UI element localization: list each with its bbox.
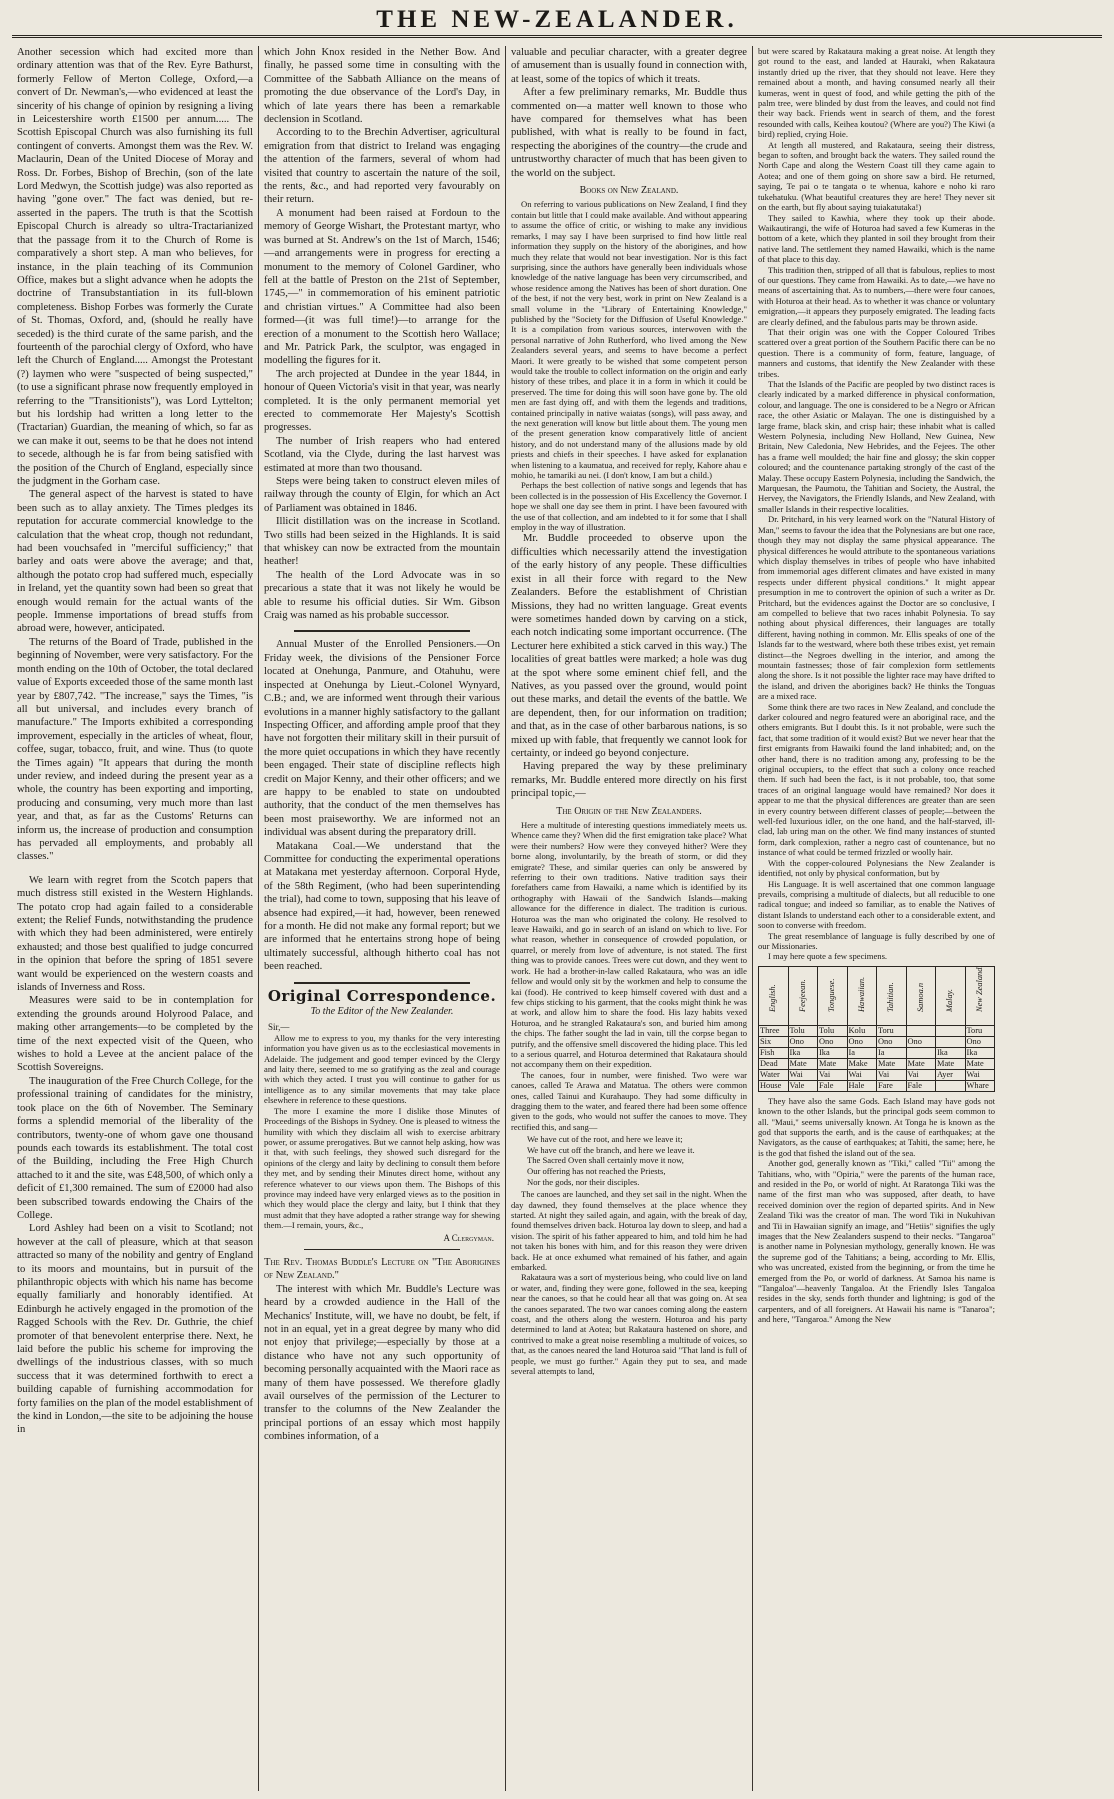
correspondence-editor-line: To the Editor of the New Zealander. bbox=[310, 1006, 454, 1018]
table-cell: Wai bbox=[965, 1069, 995, 1080]
table-header bbox=[965, 966, 995, 1025]
quoted-paragraph: Here a multitude of interesting questions immediately meets us. Whence came they? When did the first emigration take place? What were their numbers? How were they conveyed hither? Were they borne along, involuntarily, by the breath of storm, or did they emigrate? These, and similar queries can only be answered by referring to their own traditions. Native tradition says their forefathers came from Hawaiki, a name which is identified by its orthography with Hawaii of the Sandwich Islands—making allowance for the difference in dialect. The tradition is curious. Hoturoa was the man who originated the colony. He resolved to leave Hawaiki, and go in search of an island on which to live. For what reason, whether in consequence of crowded population, or quarrel, or merely from love of adventure, is not stated. The first thing was to provide canoes. Trees were cut down, and they went to work. He had a brother-in-law called Rakataura, who was an idle fellow and would only sit by the workmen and help to consume the kai (food). He contrived to keep himself covered with dust and a few chips sticking to his garment, that the cooks might think he was at work, and allow him to share the food. His lazy habits vexed Hoturoa, and he strangled Rakataura's son, and buried him among the chips. The father sought the lad in vain, till the corpse began to putrify, and the offensive smell discovered the hiding place. This led to a serious quarrel, and Hoturoa determined that Rakataura should not accompany them on their expedition. bbox=[511, 820, 747, 1070]
correspondence-heading: Original Correspondence. bbox=[267, 986, 497, 1005]
salutation: Sir,— bbox=[268, 1022, 290, 1033]
table-cell: Whare bbox=[965, 1080, 995, 1091]
paragraph: Another secession which had excited more than ordinary attention was that of the Rev. Eyre Bathurst, formerly Fellow of Merton College, Oxford,—a convert of Dr. Newman's,—who evidenced at least the sincerity of his change of opinion by resigning a living in Leicestershire worth £1500 per annum..... The Scottish Episcopal Church was also furnishing its full contingent of converts. Amongst them was the Rev. W. Maclaurin, Dean of the United Diocese of Moray and Ross. Dr. Forbes, Bishop of Brechin, (son of the late Lord Medwyn, the Scottish judge) was also reported as having "gone over." The fact was denied, but re-asserted in the papers. The truth is that the Scottish Episcopal Church is already so ultra-Tractarianized that the passage from it to the Church of Rome is comparatively a short step. A man who believes, for instance, in the plain teaching of its Communion Office, makes but a slight advance when he adopts the doctrine of Transubstantiation in its full-blown completeness. Bishop Forbes was formerly the Curate of St. Thomas, Oxford, and, (should he really have seceded) is the third curate of the same parish, and the fourteenth of the parochial clergy of Oxford, who have left the Church of England..... Amongst the Protestant (?) laymen who were "suspected of being suspected," (to use a significant phrase now frequently employed in referring to the "Transitionists"), was Lord Lyttelton; but his lordship had written a long letter to the (Tractarian) Guardian, the meaning of which, so far as we can make it out, seems to be that he does not intend to secede, although he is far from being satisfied with the position of the Church of England, especially since the judgment in the Gorham case. bbox=[17, 47, 253, 487]
table-cell: Mate bbox=[965, 1058, 995, 1069]
quoted-paragraph: Another god, generally known as "Tiki," called "Tii" among the Tahitians, who, with "Opiria," were the parents of the human race, and resided in the Po, or world of night. At Raratonga Tiki was the name of the first man who was supposed, after death, to have received dominion over the region of departed spirits. And in New Zealand Tiki was the creator of man. The word Tiki in Nukuhivan and Tii in Hawaiian signify an image, and "Hetiis" signifies the ugly images that the New Zealanders suspend to their necks. "Tangaroa" is another name in Polynesian mythology, generally known. He was the supreme god of the Tahitians; a being, according to Mr. Ellis, who was uncreated, existed from the beginning, or from the time he emerged from the Po, or world of darkness. At Samoa his name is "Tangaloa"—heavenly Tangaloa. At the Friendly Isles Tangaloa resides in the sky, sends forth thunder and lightning; is god of the carpenters, and of all foreigners. At Hawaii his name is "Tanaroa"; and here, "Tangaroa." Among the New bbox=[758, 1158, 995, 1325]
table-cell bbox=[936, 1036, 966, 1047]
quoted-paragraph: They sailed to Kawhia, where they took up their abode. Waikautirangi, the wife of Hoturoa had saved a few Kumeras in the bottom of a kete, which they planted in soil they brought from their native land. The settlement they named Hawaiki, which is the name of that place to this day. bbox=[758, 212, 995, 265]
table-cell: Ono bbox=[965, 1036, 995, 1047]
quoted-paragraph: That their origin was one with the Copper Coloured Tribes scattered over a great portion of the Southern Pacific there can be no question. There is a community of form, feature, language, of manners and customs, that identify the New Zealander with these tribes. bbox=[758, 326, 995, 379]
paragraph: A monument had been raised at Fordoun to the memory of George Wishart, the Protestant martyr, who was burned at St. Andrew's on the 1st of March, 1546;—and arrangements were in progress for erecting a monument to the memory of Colonel Gardiner, who fell at the battle of Preston on the 21st of September, 1745,—" in commemoration of his eminent patriotic and christian virtues." A Committee had also been formed—(it was full time!)—to arrange for the erection of a monument to the Scottish hero Wallace; and Mr. Patrick Park, the sculptor, was engaged in modelling the figures for it. bbox=[264, 207, 500, 367]
verse-line: Nor the gods, nor their disciples. bbox=[527, 1176, 640, 1187]
paragraph: Mr. Buddle proceeded to observe upon the difficulties which necessarily attend the investigation of the early history of any people. These difficulties exist in all their force with regard to the New Zealanders. Before the establishment of Christian Missions, they had no written language. Great events were sometimes handed down by carving on a stick, each notch indicating some important occurrence. (The Lecturer here exhibited a stick carved in this way.) The localities of great battles were marked; a hole was dug at the spot where some eminent chief fell, and the Natives, as you passed over the ground, would point out these marks, and detail the events of the battle. We are dependent, then, for our information on tradition; and that, as in the case of other barbarous nations, is so mixed up with fable, that frequently we cannot look for certainty, or indeed go beyond conjecture. bbox=[511, 533, 747, 759]
table-cell: House bbox=[759, 1080, 789, 1091]
table-header-label: Tahitian. bbox=[886, 982, 896, 1012]
origin-subheading: The Origin of the New Zealanders. bbox=[556, 805, 702, 817]
table-cell: Mate bbox=[788, 1058, 818, 1069]
table-cell bbox=[906, 1025, 936, 1036]
table-cell: Ika bbox=[965, 1047, 995, 1058]
verse-line: We have cut of the root, and here we leave it; bbox=[527, 1134, 683, 1145]
table-row bbox=[759, 1025, 995, 1036]
paragraph: The returns of the Board of Trade, published in the beginning of November, were very satisfactory. For the month ending on the 10th of October, the total declared value of Exports exceeded those of the same month last year by £807,742. "The increase," says the Times, "is all but universal, and includes every branch of manufacture." The Imports exhibited a corresponding improvement, especially in the articles of wheat, flour, coffee, sugar, tobacco, fruit, and wine. Thus (to quote the Times again) "It appears that during the month under review, and indeed during the present year as a whole, the country has been exporting and importing, producing and consuming, very much more than last year, and that, as far as the Customs' Returns can inform us, the increase of production and consumption has pervaded all employments, and probably all classes." bbox=[17, 636, 253, 863]
paragraph-pensioners: Annual Muster of the Enrolled Pensioners.—On Friday week, the divisions of the Pensioner Force located at Onehunga, Panmure, and Otahuhu, were inspected at Onehunga by Lieut.-Colonel Wynyard, C.B.; and, we are informed went through their various evolutions in a manner highly satisfactory to the gallant Inspecting Officer, and affording ample proof that they have not forgotten their military skill in their pursuit of the more quiet occupations in which they have recently been engaged. Their state of discipline reflects high credit on Major Kenny, and their other officers; and we are happy to be enabled to state on undoubted authority, that the conduct of the men themselves has been most praiseworthy. We are informed not an individual was absent during the preparatory drill. bbox=[264, 639, 500, 839]
table-header bbox=[877, 966, 907, 1025]
section-rule bbox=[294, 630, 470, 632]
quoted-paragraph: The great resemblance of language is fully described by one of our Missionaries. bbox=[758, 930, 995, 951]
table-cell: Mate bbox=[877, 1058, 907, 1069]
letter-paragraph: Allow me to express to you, my thanks for the very interesting information you have given us as to the ecclesiastical movements in Adelaide. The judgement and good temper evinced by the Clergy and laity there, seemed to me so gratifying as the zeal and courage with which they acted. I trust you will continue to gather for us intelligence as to any similar movements that may take place elsewhere in reference to these questions. bbox=[264, 1032, 500, 1106]
table-header bbox=[759, 966, 789, 1025]
table-header-label: English. bbox=[768, 984, 778, 1012]
quoted-paragraph: Rakataura was a sort of mysterious being, who could live on land or water, and, finding they were gone, followed in the sea, keeping near the canoes, so that he could hear all that was going on. At sea the canoes separated. The two war canoes coming along the eastern coast, and the others along the western. Hoturoa and his party determined to land at Aotea; but Rakataura hastened on shore, and contrived to make a great noise resembling a multitude of voices, so that, as the canoes neared the land Hoturoa said "That land is full of people, we must go further." Again they put to sea, and made several attempts to land, bbox=[511, 1272, 747, 1377]
paragraph: Measures were said to be in contemplation for extending the grounds around Holyrood Palace, and making other arrangements—to be completed by the time of the next expected visit of the Queen, who wishes to hold a Levee at the ancient palace of the Scottish Sovereigns. bbox=[17, 995, 253, 1074]
table-header-label: Tonguese. bbox=[827, 978, 837, 1012]
table-cell: Vale bbox=[788, 1080, 818, 1091]
column-4 bbox=[753, 46, 1000, 1791]
paragraph: valuable and peculiar character, with a greater degree of amusement than is usually found in connection with, at least, some of the topics of which it treats. bbox=[511, 47, 747, 85]
table-cell: Ika bbox=[788, 1047, 818, 1058]
paragraph: The health of the Lord Advocate was in so precarious a state that it was not likely he would be able to resume his official duties. Sir Wm. Gibson Craig was named as his probable successor. bbox=[264, 569, 500, 622]
table-cell: Toru bbox=[965, 1025, 995, 1036]
table-cell: Kolu bbox=[847, 1025, 877, 1036]
letter-paragraph: The more I examine the more I dislike those Minutes of Proceedings of the Bishops in Sydney. One is pleased to witness the humility with which they disclaim all wish to exercise arbitrary power, or assume prerogatives. But we cannot help asking, how was it that, with such feelings, they showed such disregard for the opinions of the clergy and laity by declining to consult them before they met, and by sending their Minutes direct home, without any reference whatever to our views upon them. The Bishops of this province may indeed have very enlarged views as to the position in which they would place the clergy and laity, but I think that they must admit that they have adopted a rather strange way for shewing them.—I remain, yours, &c., bbox=[264, 1105, 500, 1231]
quoted-paragraph: The canoes, four in number, were finished. Two were war canoes, called Te Arawa and Matatua. The others were common ones, called Tainui and Kurahaupo. They had some difficulty in dragging them to the water, and feared there had been some offence given to the gods, who would not suffer the canoes to move. They rectified this, and sang— bbox=[511, 1069, 747, 1132]
table-cell: Ia bbox=[877, 1047, 907, 1058]
section-rule bbox=[294, 982, 470, 984]
paragraph: We learn with regret from the Scotch papers that much distress still existed in the Western Highlands. The potato crop had again failed to a considerable extent; the Relief Funds, notwithstanding the prudence with which they had been administered, were entirely exhausted; and those best qualified to judge concurred in the opinion that before the spring of 1851 severe want would be experienced on the western coasts and islands of Inverness and Ross. bbox=[17, 874, 253, 994]
quoted-paragraph: They have also the same Gods. Each Island may have gods not known to the other Islands, but the principal gods seem common to all. "Maui," seems universally known. At Tonga he is known as the god that supports the earth, and is the cause of earthquakes; at the Navigators, as the cause of earthquakes; at Tahiti, the same; here, he is the god that fished the island out of the sea. bbox=[758, 1095, 995, 1158]
table-header-label: Hawaiian. bbox=[856, 976, 866, 1012]
quoted-paragraph: Some think there are two races in New Zealand, and conclude the darker coloured and negro featured were an aboriginal race, and the others emigrants. But I doubt this. Is it not probable, were such the fact, that some tradition of it would exist? But we never hear that the first emigrants from Hawaiki found the land inhabited; and, on the other hand, there is no tradition among any, professing to be the original occupiers, to the effect that such a colony once reached them. If such had been the fact, is it not probable, too, that some traces of an original language would have remained? Nor does it appear to me that the physical differences are greater than are seen in every country between different classes of people;—between the well-fed luxurious idler, on the one hand, and the half-starved, ill-clad, lab uring man on the other. We find many instances of stunted form, dark complexion, rather a negro cast of countenance, but no instance of what could be termed frizzled or woolly hair. bbox=[758, 701, 995, 858]
table-cell bbox=[936, 1025, 966, 1036]
verse-line: Our offering has not reached the Priests, bbox=[527, 1165, 666, 1176]
table-cell: Make bbox=[847, 1058, 877, 1069]
table-cell: Wai bbox=[788, 1069, 818, 1080]
table-header-label: Malay. bbox=[945, 988, 955, 1012]
table-header-label: Feejeean. bbox=[797, 978, 807, 1012]
table-cell: Tolu bbox=[818, 1025, 848, 1036]
columns bbox=[12, 46, 1102, 1791]
column-1 bbox=[12, 46, 259, 1791]
table-cell: Water bbox=[759, 1069, 789, 1080]
table-row bbox=[759, 1058, 995, 1069]
section-rule bbox=[304, 1249, 460, 1250]
quoted-paragraph: With the copper-coloured Polynesians the New Zealander is identified, not only by physical conformation, but by bbox=[758, 857, 995, 879]
table-cell: Three bbox=[759, 1025, 789, 1036]
table-cell: Ono bbox=[788, 1036, 818, 1047]
table-cell: Tolu bbox=[788, 1025, 818, 1036]
books-subheading: Books on New Zealand. bbox=[579, 185, 679, 197]
quoted-paragraph: That the Islands of the Pacific are peopled by two distinct races is clearly indicated by a marked difference in physical conformation, colour, and language. The one is considered to be a Negro or African race, the other Asiatic or Malayan. The one is distinguished by a large frame, black skin, and crisp hair; these inhabit what is called Western Polynesia, including New Holland, New Guinea, New Britain, New Caledonia, New Hebrides, and the Fejees. The other has a frame well moulded; the hair fine and glossy; the skin copper coloured; and the countenance partaking strongly of the cast of the Malay. These occupy Eastern Polynesia, including the Sandwich, the Marquesan, the Paumotu, the Tahitian and Society, the Austral, the Hervey, the Navigators, the Friendly Islands, and New Zealand, with smaller Islands in their respective localities. bbox=[758, 379, 995, 514]
table-cell bbox=[936, 1080, 966, 1091]
table-cell: Ia bbox=[847, 1047, 877, 1058]
table-header-label: New Zealand. bbox=[974, 965, 984, 1012]
table-row bbox=[759, 1036, 995, 1047]
quoted-paragraph: At length all mustered, and Rakataura, seeing their distress, began to soften, and brought back the waters. They sailed round the North Cape and along the Western Coast till they came again to Aotea; and one of them going on shore saw a bird. He returned, saying, Te pai o te tangata o te whenua, kahore e noho ki raro tukehatuku. (What beautiful creatures they are here! They never sit on the earth, but fly about saying tuiakatutaka!) bbox=[758, 139, 995, 213]
quoted-paragraph: This tradition then, stripped of all that is fabulous, replies to most of our questions. They came from Hawaiki. As to date,—we have no means of ascertaining that. As to numbers,—there were four canoes, with Hoturoa at their head. As to whether it was chance or voluntary emigration,—it appears they purposely emigrated. The leading facts are clearly defined, and the fabulous parts may be thrown aside. bbox=[758, 264, 995, 327]
quoted-paragraph: but were scared by Rakataura making a great noise. At length they got round to the east, and landed at Hauraki, when Rakataura instantly dried up the river, that they should not leave. Here they remained about a month, and having consumed nearly all their kumeras, went in quest of food, and while getting the pith of the palm tree, were blinded by dust from the leaves, and could not find their way back. Friends went in search of them, and the forest resounded with calls, Keihea koutou? (Where are you?) The Kiwi (a bird) replied, crying Hoie. bbox=[758, 46, 995, 140]
table-cell: Ono bbox=[847, 1036, 877, 1047]
table-cell: Ono bbox=[906, 1036, 936, 1047]
paragraph: The arch projected at Dundee in the year 1844, in honour of Queen Victoria's visit in that year, was nearly completed. It is the only permanent memorial yet erected to commemorate Her Majesty's Scottish progresses. bbox=[264, 368, 501, 434]
table-cell: Fare bbox=[877, 1080, 907, 1091]
paragraph: Illicit distillation was on the increase in Scotland. Two stills had been seized in the Highlands. It is said that whiskey can now be extracted from the mountain heather! bbox=[264, 516, 500, 568]
table-cell bbox=[906, 1047, 936, 1058]
table-cell: Ono bbox=[877, 1036, 907, 1047]
quoted-paragraph: The canoes are launched, and they set sail in the night. When the day dawned, they found themselves at the place whence they started. At night they sailed again, and again, with the break of day, found themselves driven back. Hoturoa lay down to sleep, and had a vision. The spirit of his father appeared to him, and told him he had not taken his bones with him, and for this reason they were driven back. He at once exhumed what remained of his father, and again embarked. bbox=[511, 1189, 747, 1272]
table-cell: Ika bbox=[818, 1047, 848, 1058]
column-3 bbox=[506, 46, 753, 1791]
table-cell: Mate bbox=[906, 1058, 936, 1069]
table-cell: Ika bbox=[936, 1047, 966, 1058]
table-header bbox=[847, 966, 877, 1025]
table-cell: Fale bbox=[818, 1080, 848, 1091]
table-cell: Fish bbox=[759, 1047, 789, 1058]
letter-signature: A Clergyman. bbox=[443, 1232, 494, 1243]
paragraph: which John Knox resided in the Nether Bow. And finally, he passed some time in consulting with the Committee of the Sabbath Alliance on the means of promoting the due observance of the Lord's Day, in which of late years there has been a remarkable declension in Scotland. bbox=[264, 47, 500, 126]
table-cell: Dead bbox=[759, 1058, 789, 1069]
quoted-paragraph: Dr. Pritchard, in his very learned work on the "Natural History of Man," seems to favour the idea that the Polynesians are but one race, though they may not display the same physical appearance. The physical differences he would attribute to the spontaneous variations which display themselves in tribes of people who have inhabited from immemorial ages different climates and have existed in many respects under different physical conditions." It might appear presumption in me to controvert the opinion of such a writer as Dr. Pritchard, but the evidences against the Doctor are so conclusive, I am compelled to believe that two races inhabit Polynesia. To say nothing about physical differences, their languages are totally different, having nothing in common. Mr. Ellis speaks of one of the Islands far to the westward, where both these tribes exist, yet remain distinct—the Negroes dwelling in the interior, and among the mountain fastnesses; those of fair complexion form settlements along the shore. Is it not possible the lighter race may have drifted to the island, and driven the aborigines back? He thinks the Tonguas are a mixed race. bbox=[758, 514, 995, 702]
table-cell: Vai bbox=[818, 1069, 848, 1080]
paragraph: The number of Irish reapers who had entered Scotland, via the Clyde, during the last harvest was estimated at more than two thousand. bbox=[264, 435, 500, 474]
language-comparison-table bbox=[758, 966, 995, 1092]
paragraph: The inauguration of the Free Church College, for the professional training of candidates for the ministry, took place on the 6th of November. The Seminary forms a splendid memorial of the liberality of the contributors, twenty-one of whom gave one thousand pounds each towards its establishment. The total cost of the Building, including the Free High Church attached to it and the site, was £48,500, of which only a deficit of £1,300 remained. The sum of £2000 had also been subscribed towards endowing the Chairs of the College. bbox=[17, 1075, 253, 1221]
paragraph: According to to the Brechin Advertiser, agricultural emigration from that district to Ireland was engaging the attention of the farmers, several of whom had visited that country to ascertain the nature of the soil, the rents, &c., and had reported very favourably on their return. bbox=[264, 127, 500, 206]
table-cell: Ono bbox=[818, 1036, 848, 1047]
lecture-heading: The Rev. Thomas Buddle's Lecture on "The Aborigines of New Zealand." bbox=[264, 1256, 500, 1282]
table-cell: Vai bbox=[877, 1069, 907, 1080]
quoted-paragraph: Perhaps the best collection of native songs and legends that has been collected is in the possession of His Excellency the Governor. I hope we shall one day see them in print. I have been favoured with the use of that collection, and am indebted to it for some that I shall employ in the way of illustration. bbox=[511, 480, 747, 533]
quoted-paragraph: On referring to various publications on New Zealand, I find they contain but little that I could make available. And without appearing to assume the office of critic, or wishing to make any invidious remarks, I may say I have been surprised to find how little real information they supply on the history of the aborigines, and how much they relate that would not bear investigation. Nor is this fact surprising, since the authors have generally been individuals whose knowledge of the native language has been very circumscribed, and whose residence among the Natives has been of short duration. One of the best, if not the very best, work in print on New Zealand is a small volume in the "Library of Entertaining Knowledge," published by the "Society for the Diffusion of Useful Knowledge." It is a compilation from various sources, interwoven with the personal narrative of John Rutherford, who lived among the New Zealanders several years, and seems to have become a perfect Maori. It were greatly to be wished that some competent person would take the trouble to collect information on the origin and early history of these tribes, and place it in a form in which it could be preserved. The time for doing this will soon have gone by. The old men are fast dying off, and with them the legends and traditions, contained principally in native waiatas (songs), will pass away, and the next generation will know but little about them. The young men of the present generation know comparatively little of ancient history, and do not understand many of the allusions made by old priests and chiefs in their speeches. I have asked for explanation when listening to a kaumatua, and received for reply, Kahore ahau e mohio, he tamariki au nei. (I don't know, I am but a child.) bbox=[511, 199, 747, 481]
table-header bbox=[818, 966, 848, 1025]
table-header bbox=[788, 966, 818, 1025]
verse-line: The Sacred Oven shall certainly move it now, bbox=[527, 1155, 684, 1166]
table-cell: Mate bbox=[818, 1058, 848, 1069]
table-cell: Wai bbox=[847, 1069, 877, 1080]
masthead: THE NEW-ZEALANDER. bbox=[12, 0, 1102, 38]
table-cell: Vai bbox=[906, 1069, 936, 1080]
paragraph: Having prepared the way by these preliminary remarks, Mr. Buddle entered more directly on his first principal topic,— bbox=[511, 761, 747, 800]
paragraph: Steps were being taken to construct eleven miles of railway through the county of Elgin, for which an Act of Parliament was obtained in 1846. bbox=[264, 476, 500, 514]
table-header-label: Samoa.n bbox=[915, 982, 925, 1012]
table-header bbox=[906, 966, 936, 1025]
paragraph-matakana: Matakana Coal.—We understand that the Committee for conducting the experimental operations at Matakana met yesterday afternoon. Corporal Hyde, of the 58th Regiment, (who had been superintending the trial), had come to town, supposing that his leave of absence had expired,—it had, however, been renewed for a month. He did not make any formal report; but we are informed that he entertains strong hope of being ultimately successful, although hitherto coal has not been reached. bbox=[264, 840, 500, 973]
table-cell: Fale bbox=[906, 1080, 936, 1091]
table-header bbox=[936, 966, 966, 1025]
quoted-paragraph: His Language. It is well ascertained that one common language prevails, comprising a multitude of dialects, but all reducible to one radical tongue; and indeed so familiar, as to enable the Natives of distant Islands to understand each other to a considerable extent, and soon to converse with freedom. bbox=[758, 878, 995, 931]
column-2 bbox=[259, 46, 506, 1791]
table-cell: Hale bbox=[847, 1080, 877, 1091]
table-cell: Ayer bbox=[936, 1069, 966, 1080]
paragraph: Lord Ashley had been on a visit to Scotland; not however at the call of pleasure, which at that season attracted so many of the nobility and gentry of England to its moors and mountains, but in pursuit of the philanthropic objects with which his name has become equally familiarly and honorably identified. At Edinburgh he actively engaged in the promotion of the Ragged Schools with the Rev. Dr. Guthrie, the chief promoter of that benevolent enterprise there. Next, he laid before the public his scheme for improving the dwellings of the industrious classes, with so much success that it was determined forthwith to erect a building capable of furnishing accommodation for forty families on the plan of the model establishment of the kind in London,—the site to be adjoining the house in bbox=[17, 1223, 253, 1436]
table-row bbox=[759, 1047, 995, 1058]
paragraph: The general aspect of the harvest is stated to have been such as to allay anxiety. The Times pledges its reputation for accurate commercial knowledge to the calculation that the wheat crop, though not redundant, had been vouchsafed in "merciful sufficiency;" that barley and oats were above the average; and that, although the potato crop had suffered much, especially in Ireland, yet the quantity sown had been so great that enough would remain for the actual wants of the people. Immense importations of bread stuffs from abroad were, however, anticipated. bbox=[17, 489, 253, 635]
table-cell: Mate bbox=[936, 1058, 966, 1069]
verse bbox=[511, 1134, 747, 1187]
verse-line: We have cut off the branch, and here we leave it. bbox=[527, 1144, 695, 1155]
quoted-paragraph: I may here quote a few specimens. bbox=[768, 951, 888, 962]
paragraph: After a few preliminary remarks, Mr. Buddle thus commented on—a matter well known to those who have compared for themselves what has been published, with what is really to be found in fact, respecting the aborigines of the country—the crude and untrustworthy character of much that has been given to the world on the subject. bbox=[511, 87, 747, 179]
table-row bbox=[759, 1069, 995, 1080]
table-cell: Six bbox=[759, 1036, 789, 1047]
table-row bbox=[759, 1080, 995, 1091]
table-cell: Toru bbox=[877, 1025, 907, 1036]
paragraph: The interest with which Mr. Buddle's Lecture was heard by a crowded audience in the Hall of the Mechanics' Institute, will, we have no doubt, be felt, if not in an equal, yet in a great degree by many who did not enjoy that privilege;—especially by those at a distance who have not any such opportunity of becoming personally acquainted with the Maori race as many of them have possessed. We therefore gladly avail ourselves of the permission of the Lecturer to transfer to the columns of the New Zealander the principal portions of an essay which most happily combines information, of a bbox=[264, 1283, 500, 1443]
